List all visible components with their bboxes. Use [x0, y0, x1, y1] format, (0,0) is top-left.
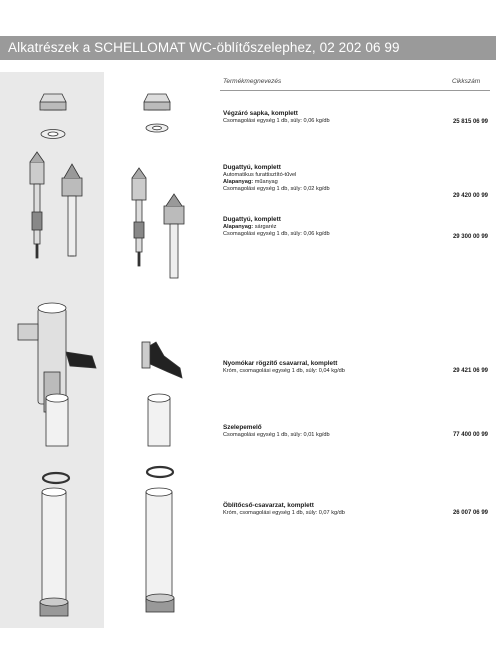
item-material-label: Alapanyag: — [223, 224, 254, 230]
item-pack: Csomagolási egység 1 db, súly: 0,06 kg/db — [223, 118, 330, 124]
list-item — [223, 164, 493, 199]
item-name: Szelepemelő — [223, 424, 262, 431]
item-article: 29 420 00 99 — [452, 193, 488, 199]
item-name: Öblítőcső-csavarzat, komplett — [223, 502, 314, 509]
page-header — [0, 36, 496, 60]
item-pack: Csomagolási egység 1 db, súly: 0,02 kg/db — [223, 186, 330, 192]
list-item — [223, 424, 493, 439]
item-article: 29 300 00 99 — [452, 234, 488, 240]
exploded-view-illustration — [0, 72, 104, 628]
list-item — [223, 110, 493, 125]
item-article: 77 400 00 99 — [452, 432, 488, 438]
item-article: 25 815 06 99 — [452, 119, 488, 125]
item-material-row — [223, 179, 493, 186]
item-name: Nyomókar rögzítő csavarral, komplett — [223, 360, 338, 367]
item-material: sárgaréz — [254, 224, 277, 230]
header-divider — [220, 90, 490, 91]
item-pack: Króm, csomagolási egység 1 db, súly: 0,04 kg/db — [223, 368, 345, 374]
item-name: Végzáró sapka, komplett — [223, 110, 298, 117]
item-material: műanyag — [254, 179, 278, 185]
list-item — [223, 360, 493, 375]
item-material-label: Alapanyag: — [223, 179, 254, 185]
item-article: 29 421 06 99 — [452, 368, 488, 374]
list-item — [223, 502, 493, 517]
item-pack: Csomagolási egység 1 db, súly: 0,06 kg/db — [223, 231, 330, 237]
list-item — [223, 216, 493, 238]
item-name: Dugattyú, komplett — [223, 216, 281, 223]
item-pack: Csomagolási egység 1 db, súly: 0,01 kg/db — [223, 432, 330, 438]
col-header-article: Cikkszám — [452, 78, 481, 85]
col-header-product: Termékmegnevezés — [223, 78, 282, 85]
item-name: Dugattyú, komplett — [223, 164, 281, 171]
page-title: Alkatrészek a SCHELLOMAT WC-öblítőszelephez, 02 202 06 99 — [8, 40, 400, 55]
item-note: Automatikus furattisztító-tűvel — [223, 172, 297, 178]
parts-illustration-column — [120, 72, 210, 628]
item-material-row — [223, 224, 493, 231]
item-article: 26 007 06 99 — [452, 510, 488, 516]
item-pack: Króm, csomagolási egység 1 db, súly: 0,07 kg/db — [223, 510, 345, 516]
